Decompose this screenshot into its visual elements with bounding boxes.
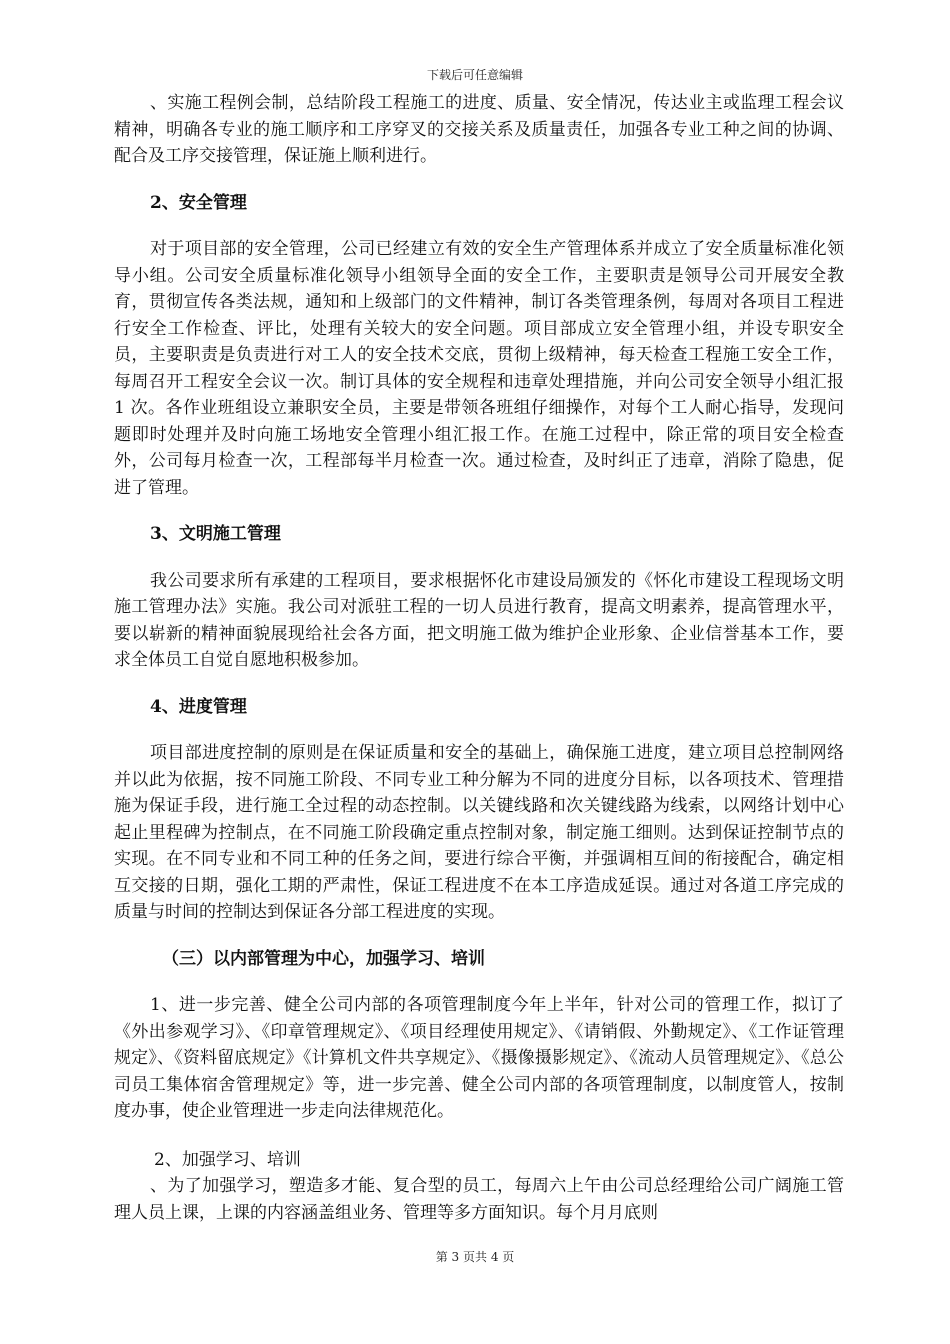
paragraph-progress-management: 项目部进度控制的原则是在保证质量和安全的基础上，确保施工进度，建立项目总控制网络并以此为依据，按不同施工阶段、不同专业工种分解为不同的进度分目标，以各项技术、管理措施为保证手段，进行施工全过程的动态控制。以关键线路和次关键线路为线索，以网络计划中心起止里程碑为控制点，在不同施工阶段确定重点控制对象，制定施工细则。达到保证控制节点的实现。在不同专业和不同工种的任务之间，要进行综合平衡，并强调相互间的衔接配合，确定相互交接的日期，强化工期的严肃性，保证工程进度不在本工序造成延误。通过对各道工序完成的质量与时间的控制达到保证各分部工程进度的实现。 bbox=[114, 743, 844, 922]
document-body bbox=[114, 90, 844, 1226]
heading-civilized-construction: 3、文明施工管理 bbox=[150, 524, 281, 544]
heading-internal-management: （三）以内部管理为中心，加强学习、培训 bbox=[162, 948, 485, 969]
page-header: 下载后可任意编辑 bbox=[426, 68, 523, 82]
heading-training: 2、加强学习、培训 bbox=[154, 1149, 301, 1170]
heading-progress-management: 4、进度管理 bbox=[150, 696, 247, 717]
paragraph-civilized-construction: 我公司要求所有承建的工程项目，要求根据怀化市建设局颁发的《怀化市建设工程现场文明施工管理办法》实施。我公司对派驻工程的一切人员进行教育，提高文明素养，提高管理水平，要以崭新的精神面貌展现给社会各方面，把文明施工做为维护企业形象、企业信誉基本工作，要求全体员工自觉自愿地积极参加。 bbox=[114, 570, 844, 670]
paragraph-meeting-system: 、实施工程例会制，总结阶段工程施工的进度、质量、安全情况，传达业主或监理工程会议精神，明确各专业的施工顺序和工序穿叉的交接关系及质量责任，加强各专业工种之间的协调、配合及工序交接管理，保证施上顺利进行。 bbox=[114, 93, 844, 166]
paragraph-training: 、为了加强学习，塑造多才能、复合型的员工，每周六上午由公司总经理给公司广阔施工管理人员上课，上课的内容涵盖组业务、管理等多方面知识。每个月月底则 bbox=[114, 1176, 844, 1223]
page-footer: 第 3 页共 4 页 bbox=[435, 1250, 515, 1264]
paragraph-safety-management: 对于项目部的安全管理，公司已经建立有效的安全生产管理体系并成立了安全质量标准化领导小组。公司安全质量标准化领导小组领导全面的安全工作，主要职责是领导公司开展安全教育，贯彻宣传各类法规，通知和上级部门的文件精神，制订各类管理条例，每周对各项目工程进行安全工作检查、评比，处理有关较大的安全问题。项目部成立安全管理小组，并设专职安全员，主要职责是负责进行对工人的安全技术交底，贯彻上级精神，每天检查工程施工安全工作，每周召开工程安全会议一次。制订具体的安全规程和违章处理措施，并向公司安全领导小组汇报 1 次。各作业班组设立兼职安全员，主要是带领各班组仔细操作，对每个工人耐心指导，发现问题即时处理并及时向施工场地安全管理小组汇报工作。在施工过程中，除正常的项目安全检查外，公司每月检查一次，工程部每半月检查一次。通过检查，及时纠正了违章，消除了隐患，促进了管理。 bbox=[114, 239, 844, 498]
heading-safety-management: 2、安全管理 bbox=[150, 192, 247, 213]
paragraph-internal-management: 1、进一步完善、健全公司内部的各项管理制度今年上半年，针对公司的管理工作，拟订了《外出参观学习》、《印章管理规定》、《项目经理使用规定》、《请销假、外勤规定》、《工作证管理规定》、《资料留底规定》《计算机文件共享规定》、《摄像摄影规定》、《流动人员管理规定》、《总公司员工集体宿舍管理规定》等，进一步完善、健全公司内部的各项管理制度，以制度管人，按制度办事，使企业管理进一步走向法律规范化。 bbox=[114, 995, 844, 1121]
